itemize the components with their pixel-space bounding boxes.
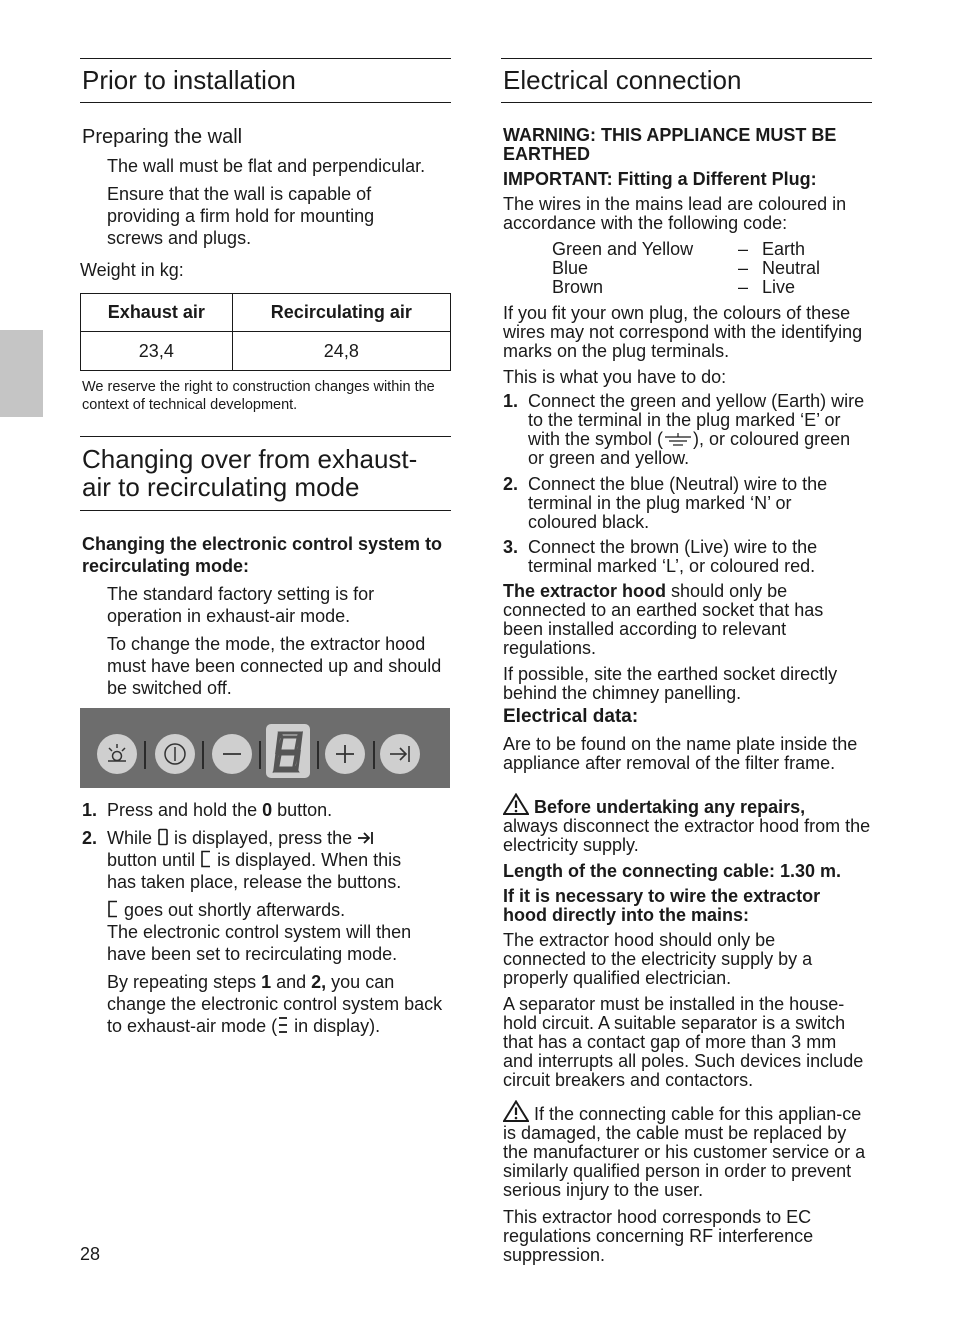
step-earth-text-b: ), or coloured green or green and yellow. <box>528 429 851 468</box>
step-2-text <box>107 827 452 893</box>
step-2-text-c: button until <box>107 850 201 870</box>
power-button[interactable] <box>155 734 195 774</box>
weight-table <box>80 293 451 371</box>
side-tab-marker <box>0 330 43 417</box>
intensive-arrow-icon <box>357 830 375 846</box>
table-row <box>81 332 451 371</box>
ec-regulations-paragraph: This extractor hood corresponds to EC regulations concerning RF interference suppression. <box>503 1207 814 1265</box>
panel-divider <box>202 741 204 769</box>
display-c-icon <box>200 850 212 868</box>
repeat-text-e: you can change the electronic control system back to exhaust-air mode ( <box>107 972 443 1036</box>
heading-prior-to-installation: Prior to installation <box>82 65 296 95</box>
step-1-bold: 0 <box>262 800 273 820</box>
minus-icon <box>212 734 252 774</box>
display-digit-icon <box>266 724 310 778</box>
table-header-row <box>81 294 451 332</box>
cable-length: Length of the connecting cable: 1.30 m. <box>503 861 842 881</box>
reserve-note: We reserve the right to construction changes within the context of technical development. <box>82 379 435 413</box>
section-rule <box>80 510 451 511</box>
wire-code-list <box>552 240 872 297</box>
heading-electrical-connection: Electrical connection <box>503 65 742 95</box>
light-button[interactable] <box>97 734 137 774</box>
plus-button[interactable] <box>325 734 365 774</box>
panel-divider <box>317 741 319 769</box>
page-number: 28 <box>80 1244 101 1264</box>
electrical-data-paragraph: Are to be found on the name plate inside the appliance after removal of the filter frame. <box>503 734 858 773</box>
step-earth-text-a: Connect the green and yellow (Earth) wire to the terminal in the plug marked ‘E’ or with the symbol ( <box>528 391 865 449</box>
wire-color: Blue <box>552 258 589 278</box>
warning-triangle-icon <box>503 1100 529 1122</box>
weight-label-text: Weight in kg: <box>80 260 184 280</box>
panel-divider <box>144 741 146 769</box>
display-zero-icon <box>157 828 169 846</box>
heading-line-2: air to recirculating mode <box>82 472 360 502</box>
step-2-text-a: While <box>107 828 158 848</box>
control-panel <box>80 708 450 788</box>
panel-divider <box>259 741 261 769</box>
wall-paragraph-1: The wall must be flat and perpendicular. <box>107 156 426 176</box>
repairs-warning <box>503 793 871 855</box>
standard-setting-paragraph: The standard factory setting is for operation in exhaust-air mode. <box>107 584 375 626</box>
heading-electronic-control: Changing the electronic control system to recirculating mode: <box>82 534 443 576</box>
dash: – <box>738 239 749 259</box>
step-2-text-b: is displayed, press the <box>169 828 358 848</box>
section-rule <box>501 58 872 59</box>
panel-divider <box>373 741 375 769</box>
column-header-exhaust: Exhaust air <box>81 294 233 332</box>
repeat-text-f: in display). <box>289 1016 381 1036</box>
hood-rest: should only be connected to an earthed socket that has been installed according to relevant regulations. <box>503 581 824 658</box>
heading-changing-over <box>82 445 452 501</box>
light-icon <box>97 734 137 774</box>
wire-color: Green and Yellow <box>552 239 694 259</box>
list-item <box>552 259 872 278</box>
earthing-warning: WARNING: THIS APPLIANCE MUST BE EARTHED <box>503 125 837 164</box>
section-rule <box>80 102 451 103</box>
warning-triangle-icon <box>503 793 529 815</box>
repeat-text-a: By repeating steps <box>107 972 262 992</box>
dash: – <box>738 258 749 278</box>
step-earth-text <box>528 392 868 468</box>
section-rule <box>80 58 451 59</box>
wire-color: Brown <box>552 277 604 297</box>
step-2-followup <box>107 899 452 965</box>
important-plug-heading: IMPORTANT: Fitting a Different Plug: <box>503 169 817 189</box>
step-live-text: Connect the brown (Live) wire to the terminal marked ‘L’, or coloured red. <box>528 537 818 576</box>
step-2-text-f: goes out shortly afterwards. <box>119 900 346 920</box>
wire-direct-heading: If it is necessary to wire the extractor hood directly into the mains: <box>503 886 821 925</box>
display-c-icon <box>107 900 119 918</box>
wire-meaning: Neutral <box>762 258 821 278</box>
wire-meaning: Earth <box>762 239 806 259</box>
dash: – <box>738 277 749 297</box>
cell-recirculating-weight: 24,8 <box>232 332 450 371</box>
qualified-electrician-paragraph: The extractor hood should only be connected to the electricity supply by a properly qualified electrician. <box>503 930 813 988</box>
heading-text: Preparing the wall <box>82 126 243 148</box>
repairs-rest: always disconnect the extractor hood from the electricity supply. <box>503 816 871 855</box>
step-2-text-d: is displayed. When this <box>212 850 402 870</box>
own-plug-paragraph: If you fit your own plug, the colours of these wires may not correspond with the identifying marks on the plug terminals. <box>503 303 863 361</box>
step-1-text-a: Press and hold the <box>107 800 263 820</box>
earth-symbol-icon <box>663 433 693 447</box>
intensive-icon <box>380 734 420 774</box>
plus-icon <box>325 734 365 774</box>
section-rule <box>501 102 872 103</box>
step-number-2: 2. <box>503 474 519 494</box>
extractor-hood-paragraph <box>503 582 858 658</box>
step-1-text <box>107 799 332 821</box>
minus-button[interactable] <box>212 734 252 774</box>
power-icon <box>155 734 195 774</box>
heading-electrical-data: Electrical data: <box>503 706 639 727</box>
seven-segment-display <box>266 724 310 778</box>
heading-line-1: Changing over from exhaust- <box>82 444 418 474</box>
step-number-2: 2. <box>82 828 98 848</box>
socket-location-paragraph: If possible, site the earthed socket directly behind the chimney panelling. <box>503 664 838 703</box>
damaged-cable-warning <box>503 1100 871 1200</box>
section-rule <box>80 436 451 437</box>
wall-paragraph-2: Ensure that the wall is capable of providing a firm hold for mounting screws and plugs. <box>107 184 375 248</box>
repeat-bold-2: 2, <box>311 972 327 992</box>
damaged-cable-text: If the connecting cable for this applian-ce is damaged, the cable must be replaced by the manufacturer or his customer service or a similarly qualified person in order to prevent serious injury to the user. <box>503 1104 866 1200</box>
separator-paragraph: A separator must be installed in the house-hold circuit. A suitable separator is a switch that has a contact gap of more than 3 mm and interrupts all poles. Such devices include circuit breakers and contactors. <box>503 994 864 1090</box>
display-exhaust-icon <box>277 1016 289 1034</box>
list-item <box>552 278 872 297</box>
weight-label <box>80 259 184 281</box>
wire-meaning: Live <box>762 277 796 297</box>
repairs-bold: Before undertaking any repairs, <box>534 797 806 817</box>
step-1-text-c: button. <box>272 800 333 820</box>
column-header-recirculating: Recirculating air <box>232 294 450 332</box>
step-neutral-text: Connect the blue (Neutral) wire to the terminal in the plug marked ‘N’ or coloured black. <box>528 474 828 532</box>
repeat-text-c: and <box>271 972 312 992</box>
step-2-text-e: has taken place, release the buttons. <box>107 872 402 892</box>
step-number-1: 1. <box>82 800 98 820</box>
repeat-bold-1: 1 <box>261 972 272 992</box>
step-number-1: 1. <box>503 391 519 411</box>
hood-bold: The extractor hood <box>503 581 667 601</box>
wires-paragraph: The wires in the mains lead are coloured in accordance with the following code: <box>503 194 847 233</box>
intensive-button[interactable] <box>380 734 420 774</box>
cell-exhaust-weight: 23,4 <box>81 332 233 371</box>
step-number-3: 3. <box>503 537 519 557</box>
repeat-steps-paragraph <box>107 971 452 1037</box>
list-item <box>552 240 872 259</box>
heading-preparing-wall <box>82 126 242 148</box>
change-mode-paragraph: To change the mode, the extractor hood must have been connected up and should be switched off. <box>107 634 442 698</box>
step-2-text-g: The electronic control system will then have been set to recirculating mode. <box>107 922 412 964</box>
todo-paragraph: This is what you have to do: <box>503 367 727 387</box>
